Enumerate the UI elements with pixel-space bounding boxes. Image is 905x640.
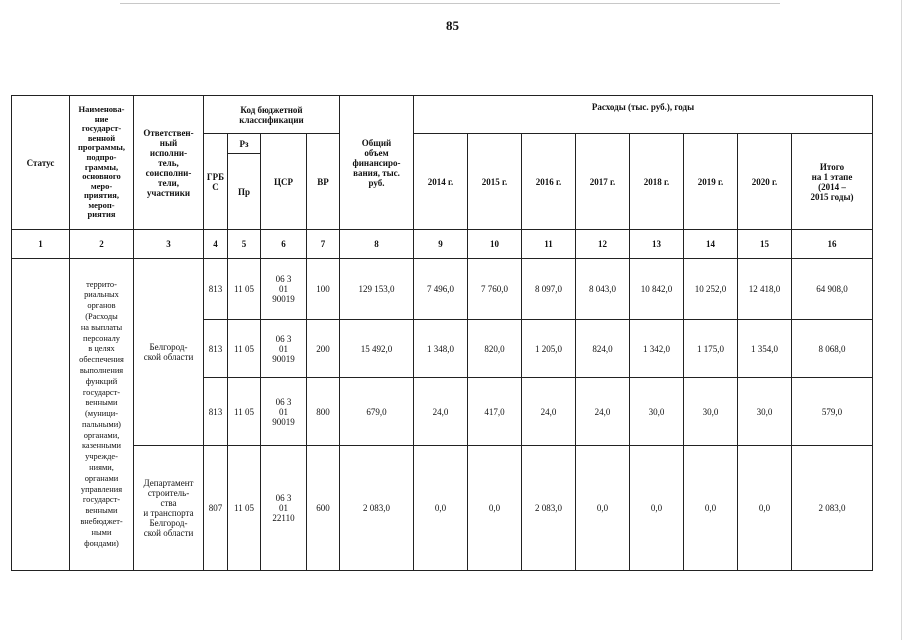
responsible-cell: Белгород- ской области xyxy=(134,259,204,446)
column-number: 15 xyxy=(738,230,792,259)
column-number: 4 xyxy=(204,230,228,259)
grbs-cell: 813 xyxy=(204,378,228,446)
csr-cell: 06 3 01 90019 xyxy=(261,320,307,378)
table-row xyxy=(12,446,873,571)
year-cell: 0,0 xyxy=(738,446,792,571)
year-cell: 24,0 xyxy=(576,378,630,446)
header-stage-total: Итого на 1 этапе (2014 – 2015 годы) xyxy=(792,134,873,230)
header-budget-code: Код бюджетной классификации xyxy=(204,96,340,134)
stage-total-cell: 64 908,0 xyxy=(792,259,873,320)
header-year-2019: 2019 г. xyxy=(684,134,738,230)
status-cell xyxy=(12,259,70,571)
year-cell: 7 760,0 xyxy=(468,259,522,320)
year-cell: 30,0 xyxy=(738,378,792,446)
column-number: 16 xyxy=(792,230,873,259)
column-number: 9 xyxy=(414,230,468,259)
grbs-cell: 807 xyxy=(204,446,228,571)
header-total: Общий объем финансиро- вания, тыс. руб. xyxy=(340,96,414,230)
year-cell: 12 418,0 xyxy=(738,259,792,320)
column-number: 2 xyxy=(70,230,134,259)
vr-cell: 600 xyxy=(307,446,340,571)
year-cell: 824,0 xyxy=(576,320,630,378)
year-cell: 2 083,0 xyxy=(522,446,576,571)
header-year-2014: 2014 г. xyxy=(414,134,468,230)
column-number: 5 xyxy=(228,230,261,259)
year-cell: 0,0 xyxy=(576,446,630,571)
year-cell: 10 842,0 xyxy=(630,259,684,320)
column-number: 8 xyxy=(340,230,414,259)
total-cell: 15 492,0 xyxy=(340,320,414,378)
column-number: 3 xyxy=(134,230,204,259)
vr-cell: 100 xyxy=(307,259,340,320)
year-cell: 30,0 xyxy=(684,378,738,446)
rzpr-cell: 11 05 xyxy=(228,378,261,446)
column-number: 6 xyxy=(261,230,307,259)
page-number: 85 xyxy=(446,18,459,33)
total-cell: 2 083,0 xyxy=(340,446,414,571)
year-cell: 10 252,0 xyxy=(684,259,738,320)
year-cell: 24,0 xyxy=(414,378,468,446)
column-number: 14 xyxy=(684,230,738,259)
csr-cell: 06 3 01 90019 xyxy=(261,259,307,320)
year-cell: 0,0 xyxy=(414,446,468,571)
table-row xyxy=(12,259,873,320)
total-cell: 129 153,0 xyxy=(340,259,414,320)
year-cell: 1 348,0 xyxy=(414,320,468,378)
column-number: 7 xyxy=(307,230,340,259)
header-name: Наименова- ние государст- венной программы, подпро- граммы, основного меро- приятия, мероп- риятия xyxy=(70,96,134,230)
column-number: 11 xyxy=(522,230,576,259)
year-cell: 1 342,0 xyxy=(630,320,684,378)
year-cell: 1 354,0 xyxy=(738,320,792,378)
csr-cell: 06 3 01 90019 xyxy=(261,378,307,446)
budget-table xyxy=(11,95,873,571)
column-number: 10 xyxy=(468,230,522,259)
header-vr: ВР xyxy=(307,134,340,230)
stage-total-cell: 579,0 xyxy=(792,378,873,446)
rzpr-cell: 11 05 xyxy=(228,259,261,320)
year-cell: 1 175,0 xyxy=(684,320,738,378)
column-number: 13 xyxy=(630,230,684,259)
responsible-cell: Департамент строитель- ства и транспорта Белгород- ской области xyxy=(134,446,204,571)
header-grbs: ГРБ С xyxy=(204,134,228,230)
year-cell: 0,0 xyxy=(468,446,522,571)
grbs-cell: 813 xyxy=(204,259,228,320)
column-number: 1 xyxy=(12,230,70,259)
column-number-row xyxy=(12,230,873,259)
year-cell: 0,0 xyxy=(684,446,738,571)
year-cell: 8 097,0 xyxy=(522,259,576,320)
csr-cell: 06 3 01 22110 xyxy=(261,446,307,571)
grbs-cell: 813 xyxy=(204,320,228,378)
vr-cell: 200 xyxy=(307,320,340,378)
header-year-2018: 2018 г. xyxy=(630,134,684,230)
vr-cell: 800 xyxy=(307,378,340,446)
stage-total-cell: 8 068,0 xyxy=(792,320,873,378)
program-name-cell: террито- риальных органов (Расходы на выплаты персоналу в целях обеспечения выполнения функций государст- венными (муници- пальными) органами, казенными учрежде- ниями, органами управления государст- венными внебюджет- ными фондами) xyxy=(70,259,134,571)
header-year-2017: 2017 г. xyxy=(576,134,630,230)
header-year-2016: 2016 г. xyxy=(522,134,576,230)
stage-total-cell: 2 083,0 xyxy=(792,446,873,571)
right-edge-rule xyxy=(901,0,902,640)
rzpr-cell: 11 05 xyxy=(228,446,261,571)
year-cell: 417,0 xyxy=(468,378,522,446)
year-cell: 24,0 xyxy=(522,378,576,446)
year-cell: 820,0 xyxy=(468,320,522,378)
header-responsible: Ответствен- ный исполни- тель, соисполни- тели, участники xyxy=(134,96,204,230)
header-rz: Рз xyxy=(228,134,261,154)
year-cell: 7 496,0 xyxy=(414,259,468,320)
header-status: Статус xyxy=(12,96,70,230)
header-expenses: Расходы (тыс. руб.), годы xyxy=(414,96,873,134)
header-year-2020: 2020 г. xyxy=(738,134,792,230)
total-cell: 679,0 xyxy=(340,378,414,446)
top-rule xyxy=(120,3,780,4)
header-pr: Пр xyxy=(228,154,261,230)
year-cell: 0,0 xyxy=(630,446,684,571)
column-number: 12 xyxy=(576,230,630,259)
header-csr: ЦСР xyxy=(261,134,307,230)
rzpr-cell: 11 05 xyxy=(228,320,261,378)
year-cell: 30,0 xyxy=(630,378,684,446)
header-year-2015: 2015 г. xyxy=(468,134,522,230)
year-cell: 1 205,0 xyxy=(522,320,576,378)
year-cell: 8 043,0 xyxy=(576,259,630,320)
